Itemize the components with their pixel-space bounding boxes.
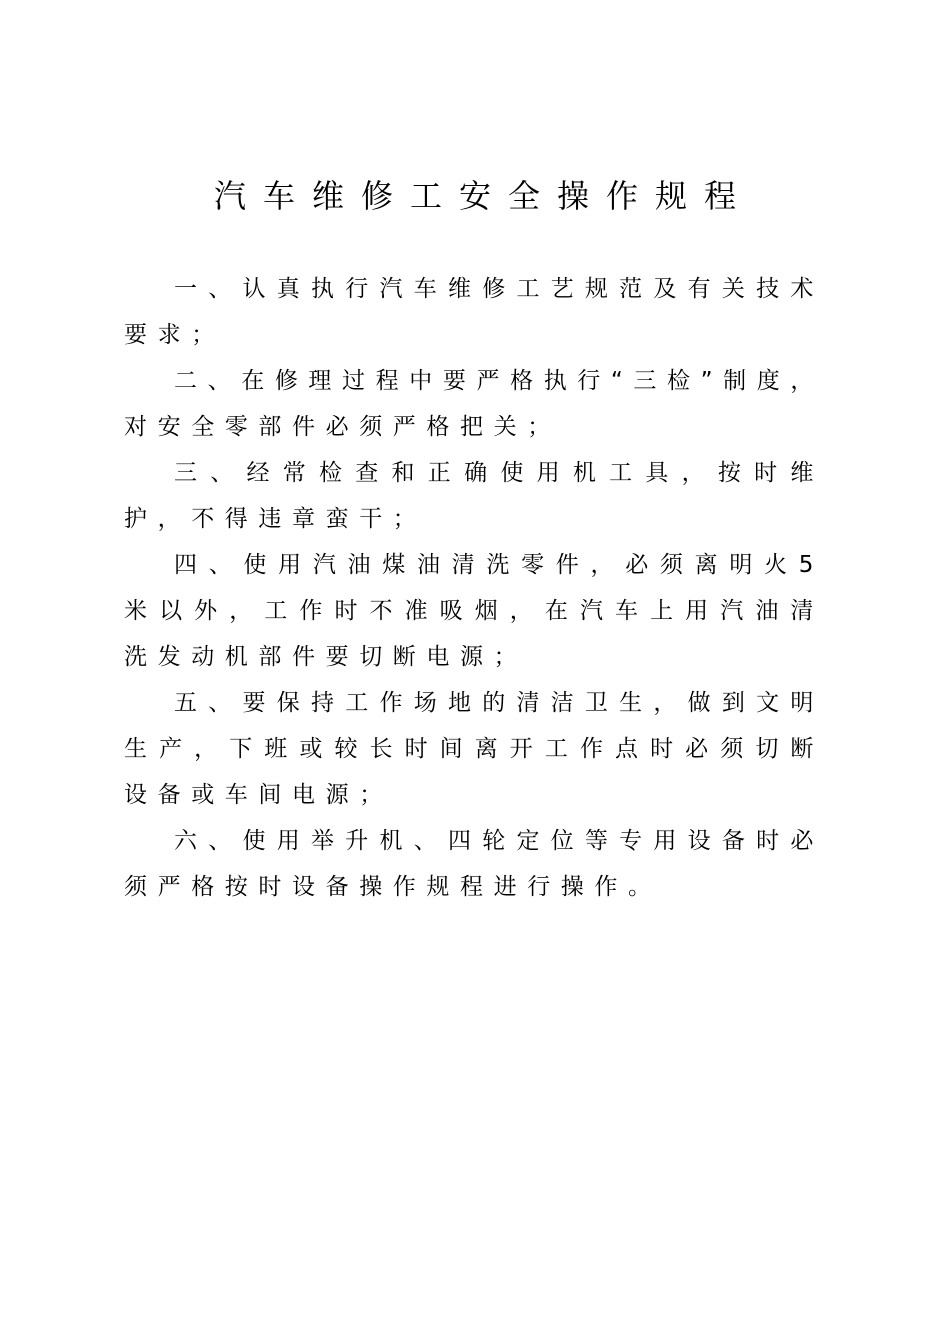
rule-item-4: 四、使用汽油煤油清洗零件，必须离明火5米以外，工作时不准吸烟，在汽车上用汽油清洗发动机部件要切断电源； xyxy=(124,552,824,670)
rule-item-3: 三、经常检查和正确使用机工具，按时维护，不得违章蛮干； xyxy=(124,460,824,532)
rule-item-5: 五、要保持工作场地的清洁卫生，做到文明生产，下班或较长时间离开工作点时必须切断设备或车间电源； xyxy=(124,690,824,808)
rule-item-2: 二、在修理过程中要严格执行“三检”制度，对安全零部件必须严格把关； xyxy=(124,368,824,440)
rule-item-6: 六、使用举升机、四轮定位等专用设备时必须严格按时设备操作规程进行操作。 xyxy=(124,828,824,900)
rules-list xyxy=(124,266,824,910)
rule-item-1: 一、认真执行汽车维修工艺规范及有关技术要求； xyxy=(124,276,824,348)
document-title: 汽车维修工安全操作规程 xyxy=(213,177,753,215)
